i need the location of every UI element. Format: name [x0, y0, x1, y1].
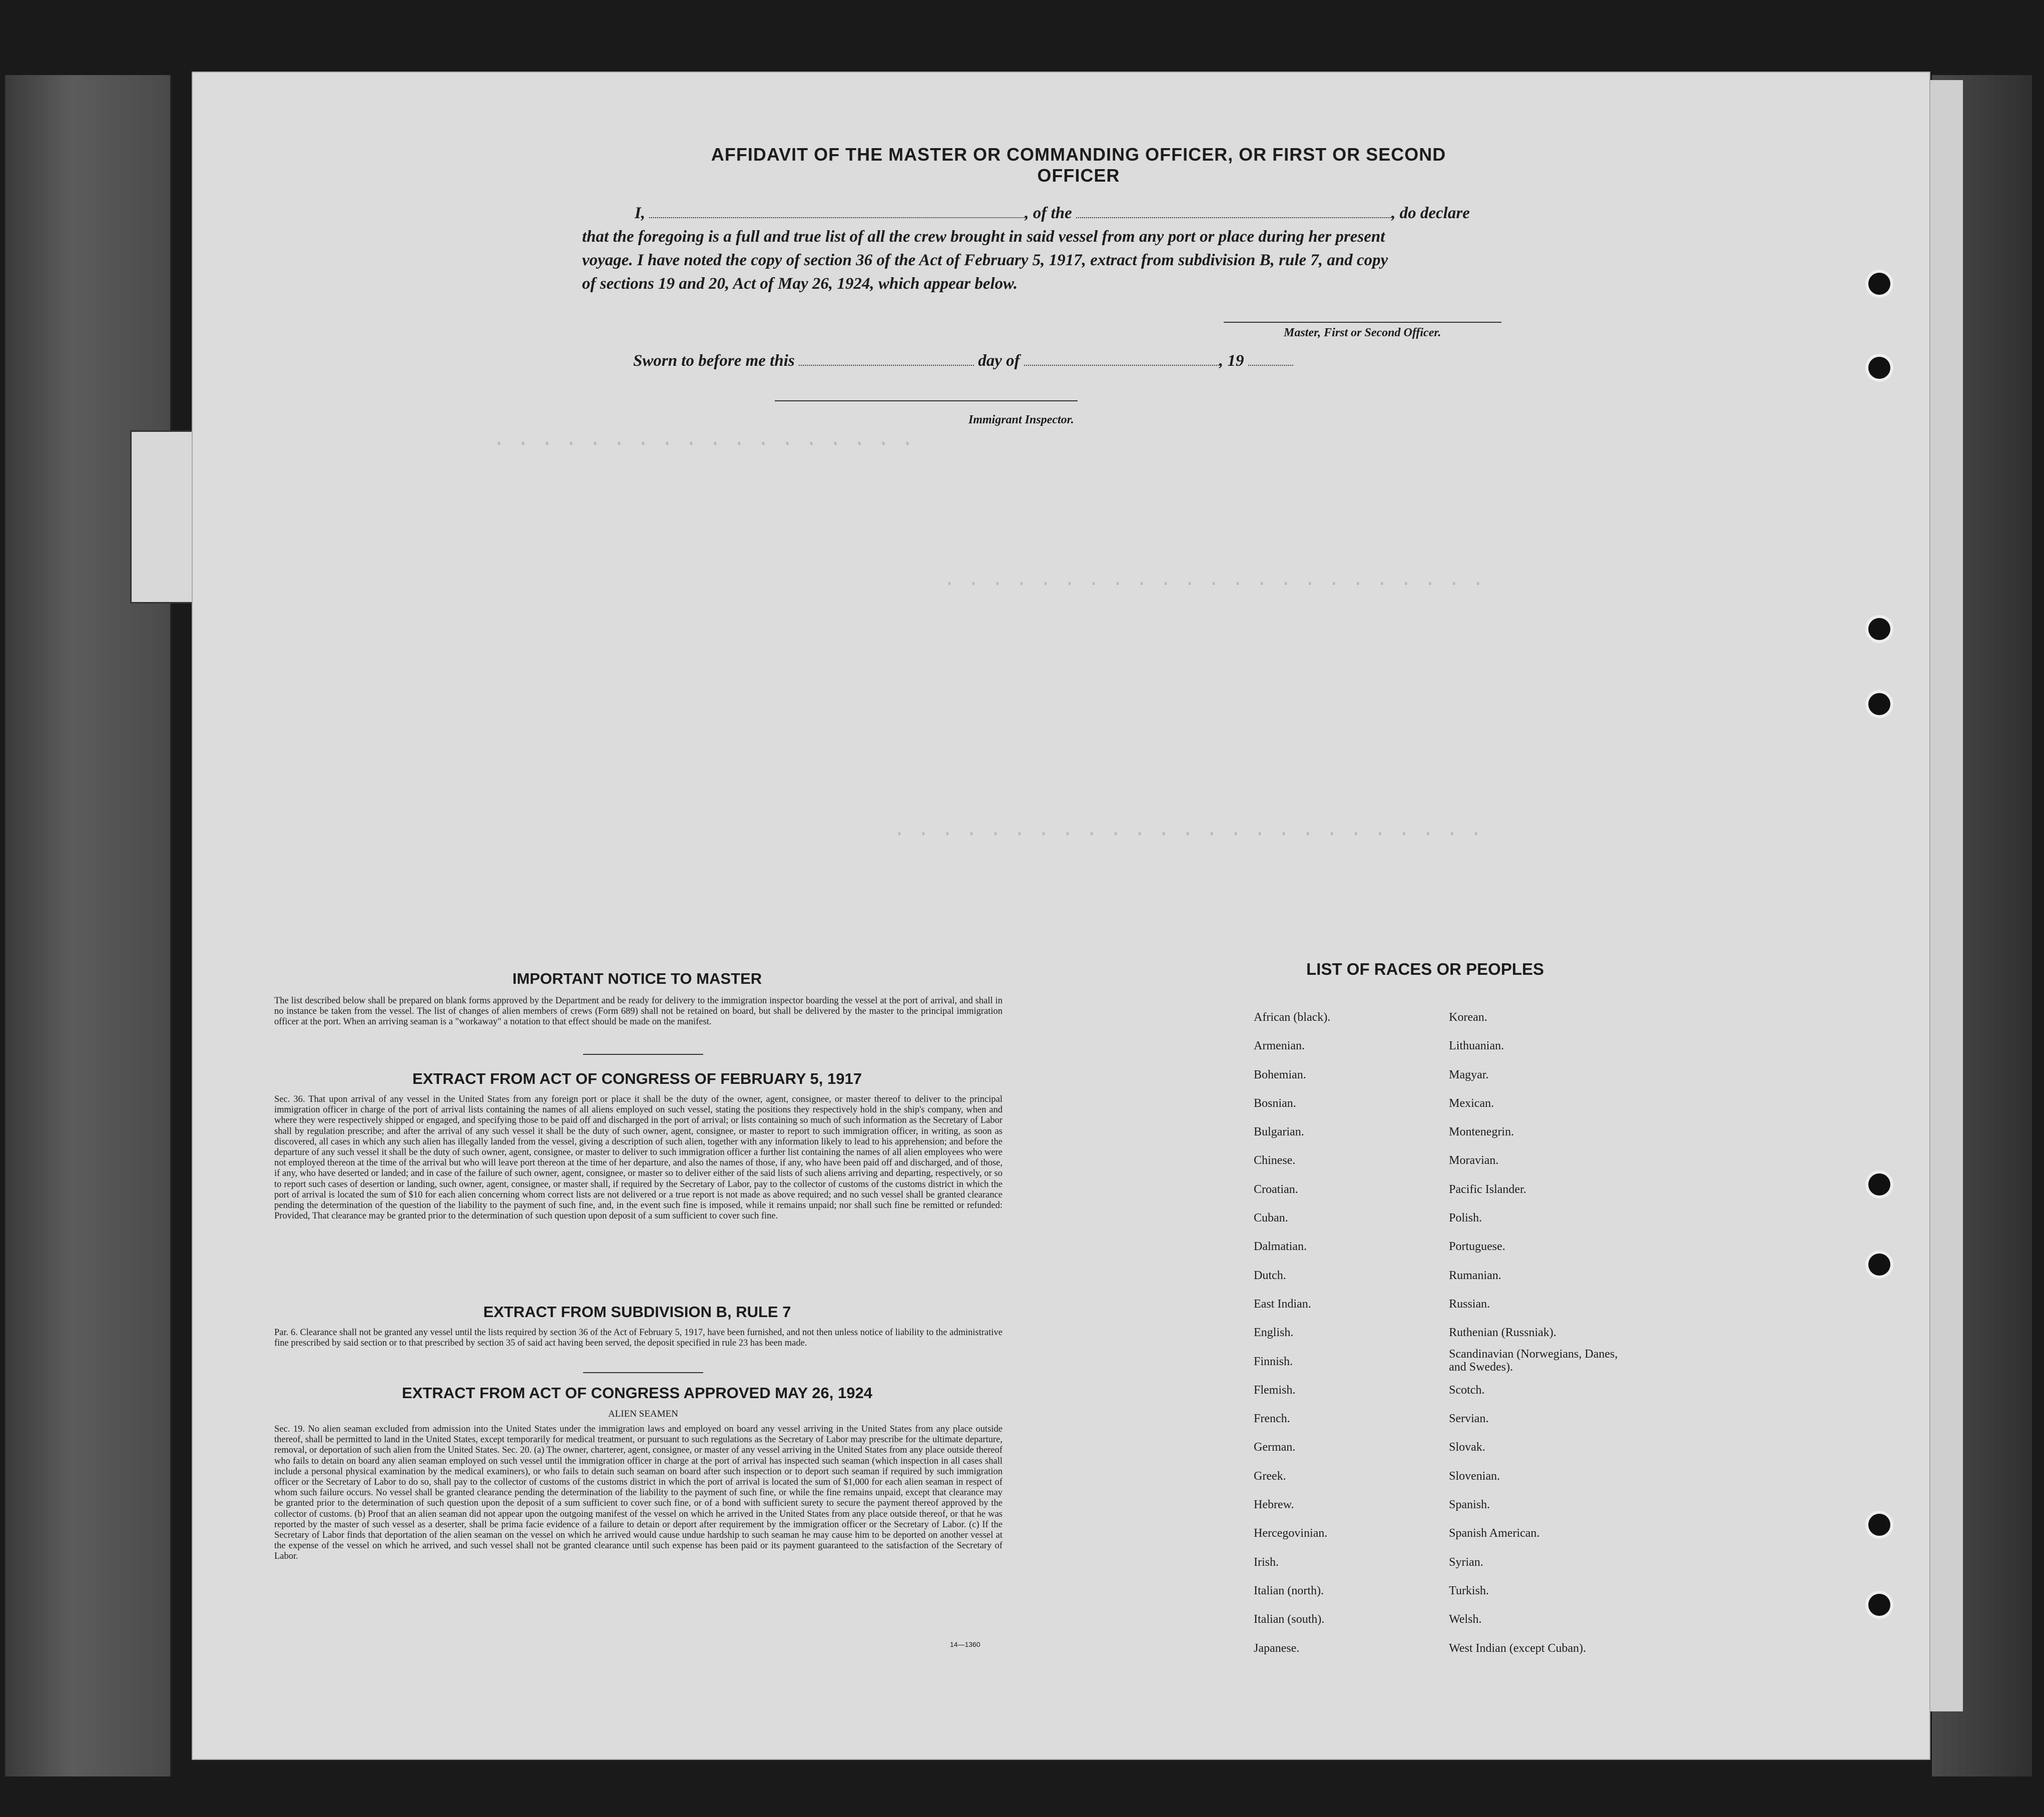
punch-hole [1868, 1254, 1890, 1276]
race-item: East Indian. [1254, 1297, 1311, 1311]
binder-left-edge [5, 75, 172, 1776]
race-item: Ruthenian (Russniak). [1449, 1326, 1557, 1340]
race-item: Syrian. [1449, 1555, 1483, 1569]
race-item: Lithuanian. [1449, 1039, 1504, 1053]
race-item: Irish. [1254, 1555, 1279, 1569]
race-item: Rumanian. [1449, 1269, 1501, 1282]
race-item: Scotch. [1449, 1383, 1485, 1397]
punch-hole [1868, 1594, 1890, 1616]
affidavit-i: I, [635, 204, 646, 222]
punch-hole [1868, 1514, 1890, 1536]
race-item: Welsh. [1449, 1613, 1482, 1626]
month-blank [1024, 352, 1219, 366]
rule-7-text: Par. 6. Clearance shall not be granted any vessel until the lists required by section 36 of the Act of February 5, 1917, have been furnished, and not then unless notice of liability to the administrative fine prescribed by said section or to that prescribed by section 35 of said act having been served, the deposit specified in rule 23 has been made. [274, 1328, 1002, 1349]
race-item: Pacific Islander. [1449, 1182, 1526, 1196]
race-item: Italian (south). [1254, 1613, 1325, 1626]
race-item: Korean. [1449, 1011, 1487, 1024]
race-item: Dalmatian. [1254, 1240, 1307, 1254]
punch-hole [1868, 357, 1890, 379]
master-label: Master, First or Second Officer. [1284, 326, 1441, 339]
race-item: Polish. [1449, 1212, 1482, 1225]
notice-text: The list described below shall be prepared on blank forms approved by the Department and be ready for delivery to the immigration inspector boarding the vessel at the port of arrival, and shall in no instance be taken from the vessel. The list of changes of alien members of crews (Form 689) shall not be retained on board, but shall be delivered by the master to the principal immigration officer at the port. When an arriving seaman is a "workaway" a notation to that effect should be made on the manifest. [274, 996, 1002, 1027]
race-item: Japanese. [1254, 1641, 1300, 1655]
race-item: Greek. [1254, 1469, 1286, 1483]
race-item: Finnish. [1254, 1355, 1293, 1368]
alien-seamen-subtitle: ALIEN SEAMEN [608, 1409, 678, 1419]
punch-hole [1868, 618, 1890, 640]
race-item: Italian (north). [1254, 1584, 1324, 1597]
affidavit-line-3: voyage. I have noted the copy of section 36 of the Act of February 5, 1917, extract from subdivision B, rule 7, and copy [582, 251, 1388, 269]
affidavit-line-1 [635, 204, 1470, 223]
inspector-label: Immigrant Inspector. [968, 413, 1074, 426]
year-blank [1248, 352, 1293, 366]
sworn-line [633, 352, 1293, 370]
race-item: Slovenian. [1449, 1469, 1500, 1483]
rule-7-title: EXTRACT FROM SUBDIVISION B, RULE 7 [483, 1303, 791, 1321]
race-item: Mexican. [1449, 1096, 1494, 1110]
race-item: Magyar. [1449, 1068, 1489, 1081]
form-number: 14—1360 [950, 1640, 980, 1648]
races-title: LIST OF RACES OR PEOPLES [1306, 960, 1544, 978]
inspector-signature-line [775, 400, 1078, 401]
race-item: Spanish American. [1449, 1527, 1540, 1540]
race-item: Scandinavian (Norwegians, Danes, and Swedes). [1449, 1347, 1618, 1374]
punch-hole [1868, 1173, 1890, 1195]
race-item: West Indian (except Cuban). [1449, 1641, 1586, 1655]
master-signature-line [1224, 322, 1501, 323]
sworn-prefix: Sworn to before me this [633, 352, 795, 370]
bleed-through-text: · · · · · · · · · · · · · · · · · · [493, 433, 914, 455]
extract-1917-title: EXTRACT FROM ACT OF CONGRESS OF FEBRUARY 5, 1917 [412, 1070, 862, 1087]
race-item: Bosnian. [1254, 1096, 1296, 1110]
race-item: Flemish. [1254, 1383, 1296, 1397]
notice-title: IMPORTANT NOTICE TO MASTER [512, 970, 762, 987]
race-item: Cuban. [1254, 1212, 1288, 1225]
divider [583, 1372, 703, 1373]
race-item: German. [1254, 1441, 1296, 1454]
race-item: Dutch. [1254, 1269, 1286, 1282]
affidavit-of-the: , of the [1025, 204, 1072, 222]
race-item: Bulgarian. [1254, 1125, 1304, 1139]
extract-1924-title: EXTRACT FROM ACT OF CONGRESS APPROVED MAY 26, 1924 [402, 1384, 872, 1402]
races-left-column [1254, 1003, 1330, 1663]
races-right-column [1449, 1003, 1629, 1663]
race-item: Montenegrin. [1449, 1125, 1514, 1139]
race-item: Hebrew. [1254, 1498, 1294, 1512]
race-item: Moravian. [1449, 1154, 1499, 1167]
divider [583, 1054, 703, 1055]
race-item: African (black). [1254, 1011, 1331, 1024]
punch-hole [1868, 693, 1890, 715]
affidavit-line-2: that the foregoing is a full and true list of all the crew brought in said vessel from any port or place during her present [582, 228, 1385, 246]
bleed-through-text: · · · · · · · · · · · · · · · · · · · · · · · · · [893, 823, 1482, 846]
bleed-through-text: · · · · · · · · · · · · · · · · · · · · · · · [943, 573, 1484, 595]
tab-stub [130, 430, 198, 603]
race-item: Spanish. [1449, 1498, 1490, 1512]
race-item: Russian. [1449, 1297, 1490, 1311]
race-item: Bohemian. [1254, 1068, 1306, 1081]
affidavit-declare: , do declare [1391, 204, 1470, 222]
race-item: Croatian. [1254, 1182, 1298, 1196]
affidavit-title: AFFIDAVIT OF THE MASTER OR COMMANDING OFFICER, OR FIRST OR SECOND OFFICER [711, 144, 1446, 186]
punch-hole [1868, 273, 1890, 295]
race-item: Slovak. [1449, 1441, 1485, 1454]
affidavit-line-4: of sections 19 and 20, Act of May 26, 1924, which appear below. [582, 275, 1018, 293]
race-item: Armenian. [1254, 1039, 1305, 1053]
race-item: Chinese. [1254, 1154, 1296, 1167]
day-blank [799, 352, 974, 366]
vessel-blank [1076, 204, 1391, 218]
race-item: Turkish. [1449, 1584, 1489, 1597]
name-blank [649, 204, 1025, 218]
race-item: Hercegovinian. [1254, 1527, 1328, 1540]
race-item: English. [1254, 1326, 1294, 1340]
extract-1924-text: Sec. 19. No alien seaman excluded from admission into the United States under the immigration laws and employed on board any vessel arriving in the United States from any place outside thereof, shall be permitted to land in the United States, except temporarily for medical treatment, or pursuant to such regulations as the Secretary of Labor may prescribe for the ultimate departure, removal, or deportation of such alien from the United States. Sec. 20. (a) The owner, charterer, agent, consignee, or master of any vessel arriving in the United States from any place outside thereof who fails to detain on board any alien seaman employed on such vessel until the immigration officer in charge at the port of arrival has inspected such seaman (which inspection in all cases shall include a personal physical examination by the medical examiners), or who fails to detain such seaman on board after such inspection or to deport such seaman if required by such immigration officer or the Secretary of Labor to do so, shall pay to the collector of customs of the customs district in which the port of arrival is located the sum of $1,000 for each alien seaman in respect of whom such failure occurs. No vessel shall be granted clearance pending the determination of the liability to the payment of such fine, or while the fine remains unpaid, except that clearance may be granted prior to the determination of such question upon the deposit of a sum sufficient to cover such fine, or of a bond with sufficient surety to secure the payment thereof approved by the collector of customs. (b) Proof that an alien seaman did not appear upon the outgoing manifest of the vessel on which he arrived in the United States from any place outside thereof, or that he was reported by the master of such vessel as a deserter, shall be prima facie evidence of a failure to detain or deport after requirement by the immigration officer or the Secretary of Labor. (c) If the Secretary of Labor finds that deportation of the alien seaman on the vessel on which he arrived would cause undue hardship to such seaman he may cause him to be deported on another vessel at the expense of the vessel on which he arrived, and such vessel shall not be granted clearance until such expense has been paid or its payment guaranteed to the satisfaction of the Secretary of Labor. [274, 1424, 1002, 1562]
sworn-day: day of [978, 352, 1020, 370]
race-item: Portuguese. [1449, 1240, 1505, 1254]
sworn-year: , 19 [1219, 352, 1244, 370]
extract-1917-text: Sec. 36. That upon arrival of any vessel in the United States from any foreign port or place it shall be the duty of the owner, agent, consignee, or master thereof to deliver to the principal immigration officer in charge of the port of arrival lists containing the names of all aliens employed on such vessel, stating the positions they respectively hold in the ship's company, when and where they were respectively shipped or engaged, and specifying those to be paid off and discharged in the port of arrival; or lists containing so much of such information as the Secretary of Labor shall by regulation prescribe; and after the arrival of any such vessel it shall be the duty of such owner, agent, consignee, or master to report to such immigration officer, in writing, as soon as discovered, all cases in which any such alien has illegally landed from the vessel, giving a description of such alien, together with any information likely to lead to his apprehension; and before the departure of any such vessel it shall be the duty of such owner, agent, consignee, or master to deliver to such immigration officer a further list containing the names of all alien employees who were not employed thereon at the time of the arrival but who will leave port thereon at the time of her departure, and also the names of those, if any, who have been paid off and discharged, and of those, if any, who have deserted or landed; and in case of the failure of such owner, agent, consignee, or master so to deliver either of the said lists of such aliens arriving and departing, respectively, or so to report such cases of desertion or landing, such owner, agent, consignee, or master shall, if required by the Secretary of Labor, pay to the collector of customs of the customs district in which the port of arrival is located the sum of $10 for each alien concerning whom correct lists are not delivered or a true report is not made as above required; and no such vessel shall be granted clearance pending the determination of the question of the liability to the payment of such fine, and, in the event such fine is imposed, while it remains unpaid; nor shall such fine be remitted or refunded: Provided, That clearance may be granted prior to the determination of such question upon deposit of a sum sufficient to cover such fine. [274, 1094, 1002, 1222]
race-item: Servian. [1449, 1412, 1489, 1426]
race-item: French. [1254, 1412, 1290, 1426]
